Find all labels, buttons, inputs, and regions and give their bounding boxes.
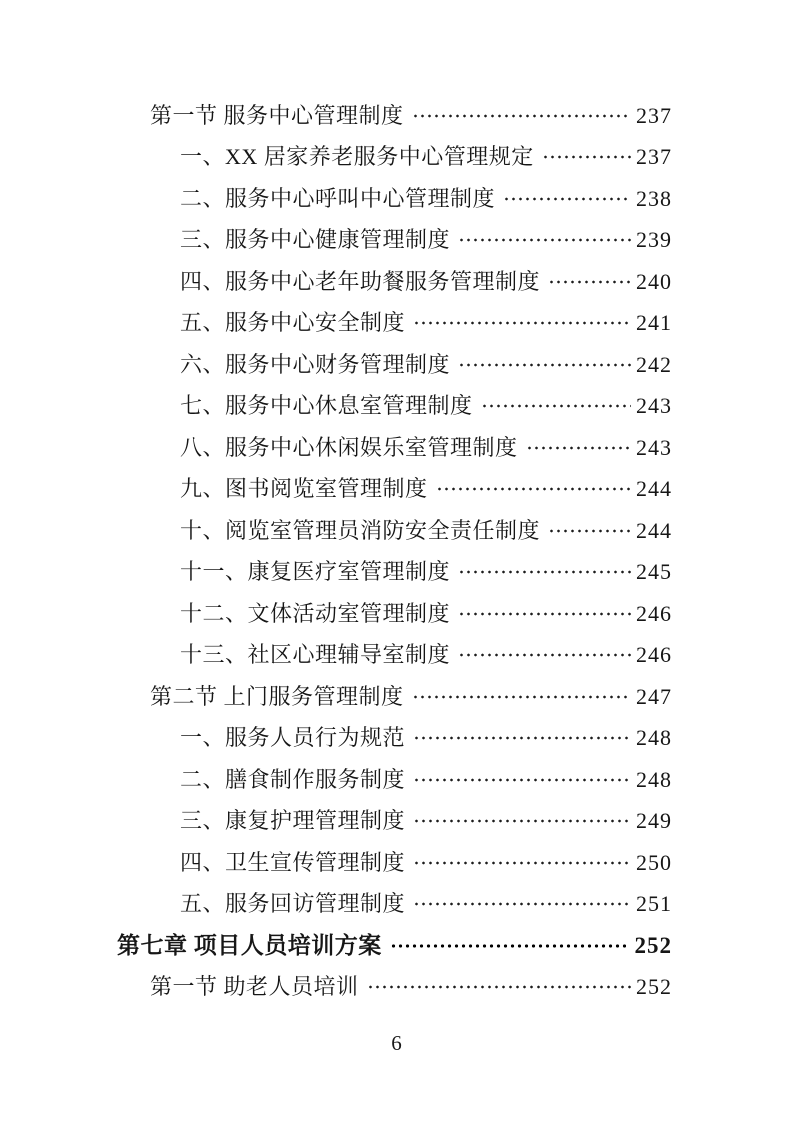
dot-leader <box>548 520 631 542</box>
dot-leader <box>458 644 631 666</box>
toc-entry-page-number: 239 <box>636 227 672 253</box>
toc-entry-label: 第一节 服务中心管理制度 <box>150 102 404 128</box>
dot-leader <box>413 852 631 874</box>
toc-entry-label: 八、服务中心休闲娱乐室管理制度 <box>180 434 518 460</box>
toc-entry <box>0 344 793 386</box>
toc-entry-page-number: 249 <box>636 808 672 834</box>
toc-entry-label: 三、康复护理管理制度 <box>180 808 406 834</box>
toc-entry-label: 二、服务中心呼叫中心管理制度 <box>180 185 496 211</box>
toc-entry <box>0 95 793 137</box>
table-of-contents <box>0 95 793 1008</box>
dot-leader <box>458 354 631 376</box>
toc-entry <box>0 718 793 760</box>
dot-leader <box>526 437 631 459</box>
toc-entry <box>0 178 793 220</box>
dot-leader <box>458 603 631 625</box>
toc-entry-label: 五、服务回访管理制度 <box>180 891 406 917</box>
dot-leader <box>503 188 631 210</box>
toc-entry <box>0 261 793 303</box>
toc-entry-page-number: 252 <box>634 933 672 959</box>
toc-entry <box>0 635 793 677</box>
toc-entry <box>0 967 793 1009</box>
toc-entry-label: 四、服务中心老年助餐服务管理制度 <box>180 268 541 294</box>
toc-entry-label: 第二节 上门服务管理制度 <box>150 683 404 709</box>
toc-entry-label: 七、服务中心休息室管理制度 <box>180 393 473 419</box>
toc-entry <box>0 593 793 635</box>
toc-entry-page-number: 251 <box>636 891 672 917</box>
toc-entry-label: 四、卫生宣传管理制度 <box>180 849 406 875</box>
toc-entry-page-number: 243 <box>636 434 672 460</box>
toc-entry-label: 十一、康复医疗室管理制度 <box>180 559 451 585</box>
toc-entry-page-number: 244 <box>636 517 672 543</box>
toc-entry-page-number: 252 <box>636 974 672 1000</box>
dot-leader <box>481 395 631 417</box>
toc-entry-page-number: 245 <box>636 559 672 585</box>
toc-entry-page-number: 240 <box>636 268 672 294</box>
toc-entry-label: 五、服务中心安全制度 <box>180 310 406 336</box>
toc-entry <box>0 842 793 884</box>
toc-entry <box>0 427 793 469</box>
dot-leader <box>413 769 631 791</box>
dot-leader <box>548 271 631 293</box>
toc-entry-page-number: 243 <box>636 393 672 419</box>
dot-leader <box>413 727 631 749</box>
footer-page-number: 6 <box>391 1031 402 1055</box>
toc-entry-page-number: 250 <box>636 849 672 875</box>
toc-entry <box>0 303 793 345</box>
toc-entry-page-number: 242 <box>636 351 672 377</box>
toc-entry-label: 九、图书阅览室管理制度 <box>180 476 428 502</box>
toc-entry-label: 六、服务中心财务管理制度 <box>180 351 451 377</box>
dot-leader <box>413 893 631 915</box>
toc-entry-page-number: 247 <box>636 683 672 709</box>
dot-leader <box>390 935 626 957</box>
dot-leader <box>413 810 631 832</box>
toc-entry-label: 十三、社区心理辅导室制度 <box>180 642 451 668</box>
toc-entry-label: 一、XX 居家养老服务中心管理规定 <box>180 144 534 170</box>
toc-entry-label: 二、膳食制作服务制度 <box>180 766 406 792</box>
toc-entry <box>0 220 793 262</box>
toc-entry-page-number: 248 <box>636 766 672 792</box>
toc-entry <box>0 510 793 552</box>
toc-entry <box>0 884 793 926</box>
dot-leader <box>436 478 631 500</box>
toc-entry-page-number: 246 <box>636 642 672 668</box>
toc-entry-page-number: 237 <box>636 144 672 170</box>
dot-leader <box>542 146 631 168</box>
toc-entry <box>0 552 793 594</box>
toc-entry-page-number: 244 <box>636 476 672 502</box>
toc-entry-page-number: 248 <box>636 725 672 751</box>
toc-entry-label: 十、阅览室管理员消防安全责任制度 <box>180 517 541 543</box>
dot-leader <box>412 105 631 127</box>
dot-leader <box>413 312 631 334</box>
dot-leader <box>367 976 631 998</box>
toc-entry <box>0 925 793 967</box>
toc-entry-label: 一、服务人员行为规范 <box>180 725 406 751</box>
toc-entry <box>0 801 793 843</box>
toc-entry <box>0 386 793 428</box>
toc-entry <box>0 469 793 511</box>
toc-entry-page-number: 237 <box>636 102 672 128</box>
dot-leader <box>458 561 631 583</box>
toc-entry-label: 十二、文体活动室管理制度 <box>180 600 451 626</box>
toc-entry <box>0 676 793 718</box>
toc-entry <box>0 759 793 801</box>
toc-entry-label: 三、服务中心健康管理制度 <box>180 227 451 253</box>
toc-entry-label: 第一节 助老人员培训 <box>150 974 359 1000</box>
dot-leader <box>412 686 631 708</box>
toc-entry-page-number: 246 <box>636 600 672 626</box>
toc-entry-page-number: 241 <box>636 310 672 336</box>
toc-entry <box>0 137 793 179</box>
toc-entry-label: 第七章 项目人员培训方案 <box>117 933 382 959</box>
toc-entry-page-number: 238 <box>636 185 672 211</box>
dot-leader <box>458 229 631 251</box>
